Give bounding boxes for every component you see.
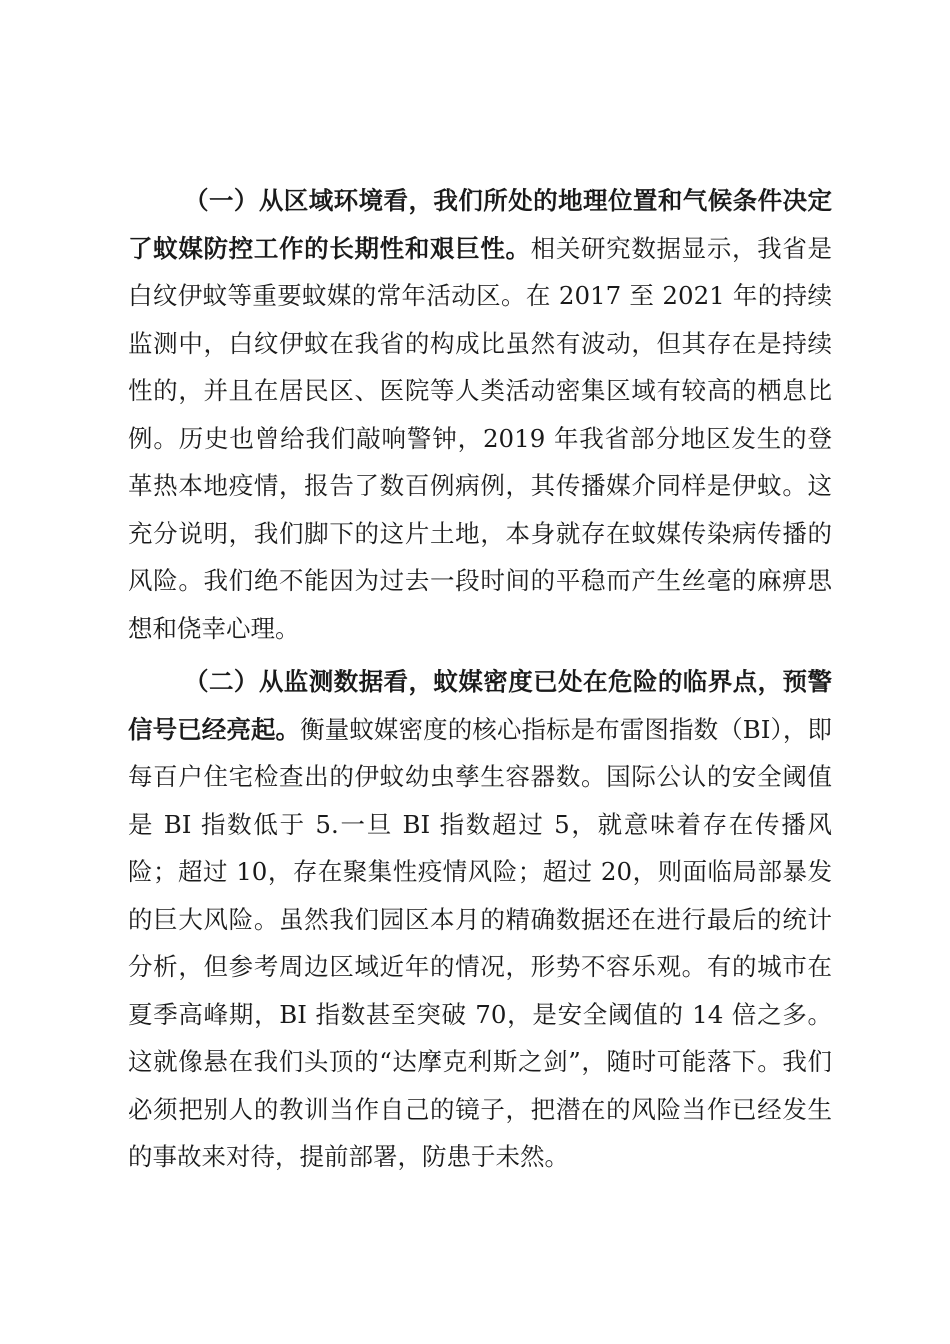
document-body <box>128 177 832 1187</box>
paragraph-monitoring-data <box>128 658 832 1181</box>
paragraph-heading: （二）从监测数据看，蚊媒密度已处在危险的临界点，预警信号已经亮起。 <box>128 667 832 744</box>
paragraph-text: 相关研究数据显示，我省是白纹伊蚊等重要蚊媒的常年活动区。在 2017 至 2021 年的持续监测中，白纹伊蚊在我省的构成比虽然有波动，但其存在是持续性的，并且在居民区、医院等人类活动密集区域有较高的栖息比例。历史也曾给我们敲响警钟，2019 年我省部分地区发生的登革热本地疫情，报告了数百例病例，其传播媒介同样是伊蚊。这充分说明，我们脚下的这片土地，本身就存在蚊媒传染病传播的风险。我们绝不能因为过去一段时间的平稳而产生丝毫的麻痹思想和侥幸心理。 <box>128 233 833 643</box>
paragraph-heading: （一）从区域环境看，我们所处的地理位置和气候条件决定了蚊媒防控工作的长期性和艰巨性。 <box>128 186 832 263</box>
paragraph-regional-environment <box>128 177 832 652</box>
paragraph-text: 衡量蚊媒密度的核心指标是布雷图指数（BI），即每百户住宅检查出的伊蚊幼虫孳生容器数。国际公认的安全阈值是 BI 指数低于 5.一旦 BI 指数超过 5，就意味着存在传播风险；超过 10，存在聚集性疫情风险；超过 20，则面临局部暴发的巨大风险。虽然我们园区本月的精确数据还在进行最后的统计分析，但参考周边区域近年的情况，形势不容乐观。有的城市在夏季高峰期，BI 指数甚至突破 70，是安全阈值的 14 倍之多。这就像悬在我们头顶的“达摩克利斯之剑”，随时可能落下。我们必须把别人的教训当作自己的镜子，把潜在的风险当作已经发生的事故来对待，提前部署，防患于未然。 <box>128 714 832 1171</box>
